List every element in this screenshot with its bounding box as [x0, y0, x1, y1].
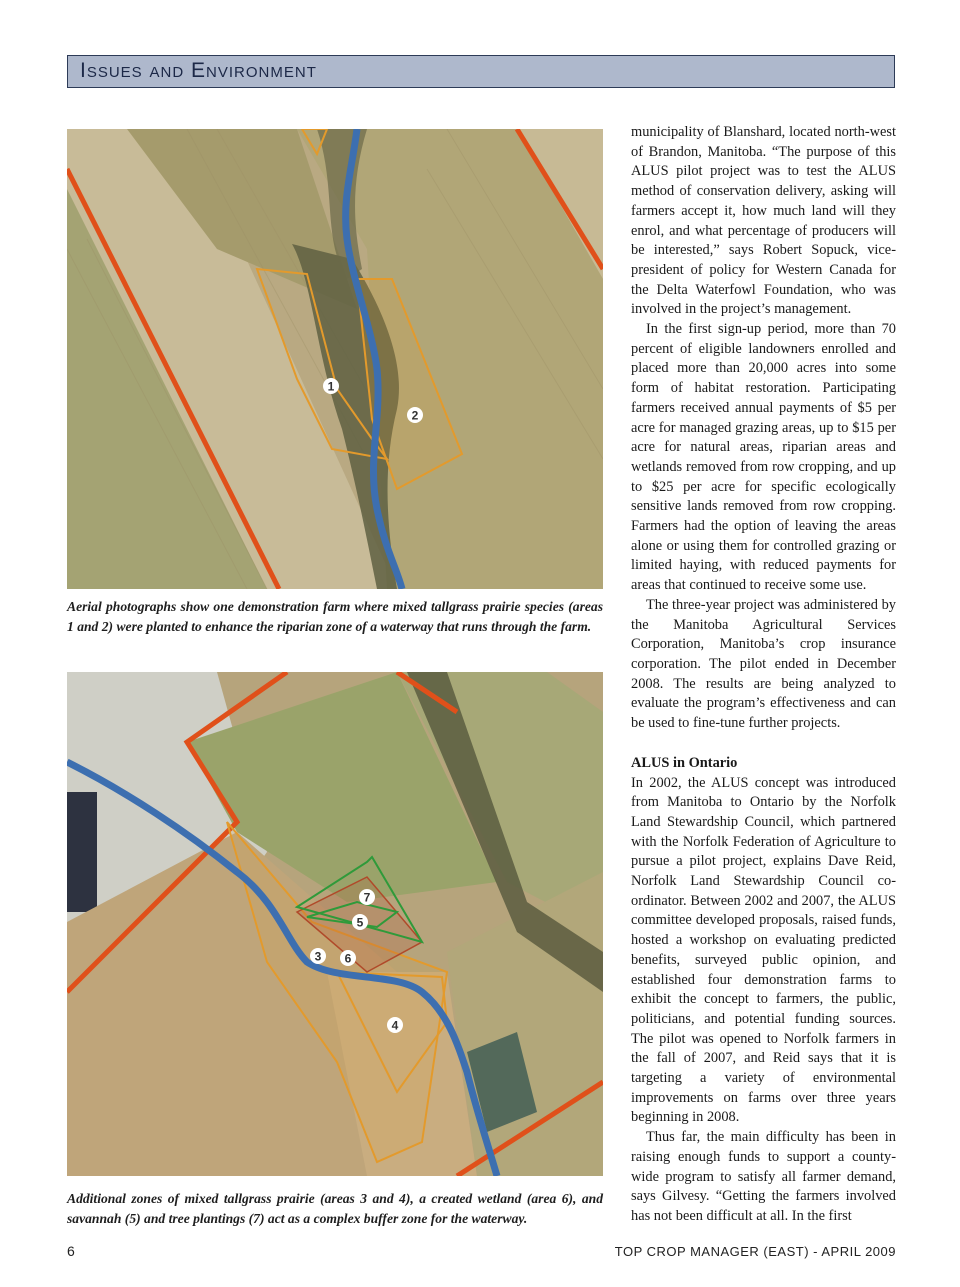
area-label-7: 7	[363, 890, 371, 905]
aerial-photo-1	[67, 129, 603, 589]
article-paragraph-3: The three-year project was administered by the Manitoba Agricultural Services Corporation, Manitoba’s crop insurance corporation. The pilot ended in December 2008. The results are being analyzed to evaluate the program’s effectiveness and can be used to fine-tune further projects.	[631, 596, 896, 732]
publication-footer: TOP CROP MANAGER (EAST) - APRIL 2009	[614, 1244, 896, 1259]
area-label-5: 5	[356, 915, 364, 930]
article-paragraph-4: In 2002, the ALUS concept was introduced from Manitoba to Ontario by the Norfolk Land Stewardship Council, which partnered with the Norfolk Federation of Agriculture to pursue a pilot project, explains Dave Reid, Norfolk Land Stewardship Council co-ordinator. Between 2002 and 2007, the ALUS committee developed proposals, raised funds, hosted a workshop on evaluating predicted benefits, surveyed public opinion, and established four demonstration farms to exhibit the concept to farmers, the public, politicians, and potential funding sources. The pilot was opened to Norfolk farmers in the fall of 2007, and Reid says that it is targeting a variety of environmental improvements on farms over three years beginning in 2008.	[631, 774, 896, 1126]
aerial-photo-2	[67, 672, 603, 1176]
article-paragraph-5: Thus far, the main difficulty has been in raising enough funds to support a county-wide program to satisfy all farmer demand, says Gilvesy. “Getting the farmers involved has not been difficult at all. In the first	[631, 1129, 896, 1224]
article-paragraph-2: In the first sign-up period, more than 70 percent of eligible landowners enrolled and placed more than 20,000 acres into some form of habitat restoration. Participating farmers received annual payments of $5 per acre for managed grazing areas, up to $15 per acre for natural areas, riparian areas and wetlands removed from row cropping, and up to $25 per acre for specific ecologically sensitive lands removed from row cropping. Farmers had the option of leaving the areas alone or using them for controlled grazing or limited haying, with reduced payments for areas that continued to receive some use.	[631, 321, 896, 594]
article-column	[631, 123, 896, 1227]
figure-caption-2: Additional zones of mixed tallgrass prairie (areas 3 and 4), a created wetland (area 6), and savannah (5) and tree plantings (7) act as a complex buffer zone for the waterway.	[67, 1191, 603, 1226]
section-title: Issues and Environment	[80, 59, 317, 82]
area-label-4: 4	[391, 1018, 399, 1033]
area-label-6: 6	[344, 951, 352, 966]
article-paragraph-1: municipality of Blanshard, located north-west of Brandon, Manitoba. “The purpose of this ALUS pilot project was to test the ALUS method of conservation delivery, asking will farmers accept it, how much land will they enrol, and what percentage of producers will be interested,” says Robert Sopuck, vice-president of policy for Western Canada for the Delta Waterfowl Foundation, who was involved in the project’s management.	[631, 124, 896, 318]
figure-caption-1: Aerial photographs show one demonstration farm where mixed tallgrass prairie species (areas 1 and 2) were planted to enhance the riparian zone of a waterway that runs through the farm.	[67, 599, 603, 634]
page-number: 6	[67, 1243, 75, 1259]
area-label-2: 2	[411, 408, 419, 423]
area-label-3: 3	[314, 949, 322, 964]
article-subheading: ALUS in Ontario	[631, 754, 738, 771]
section-banner	[67, 55, 895, 88]
area-label-1: 1	[327, 379, 335, 394]
